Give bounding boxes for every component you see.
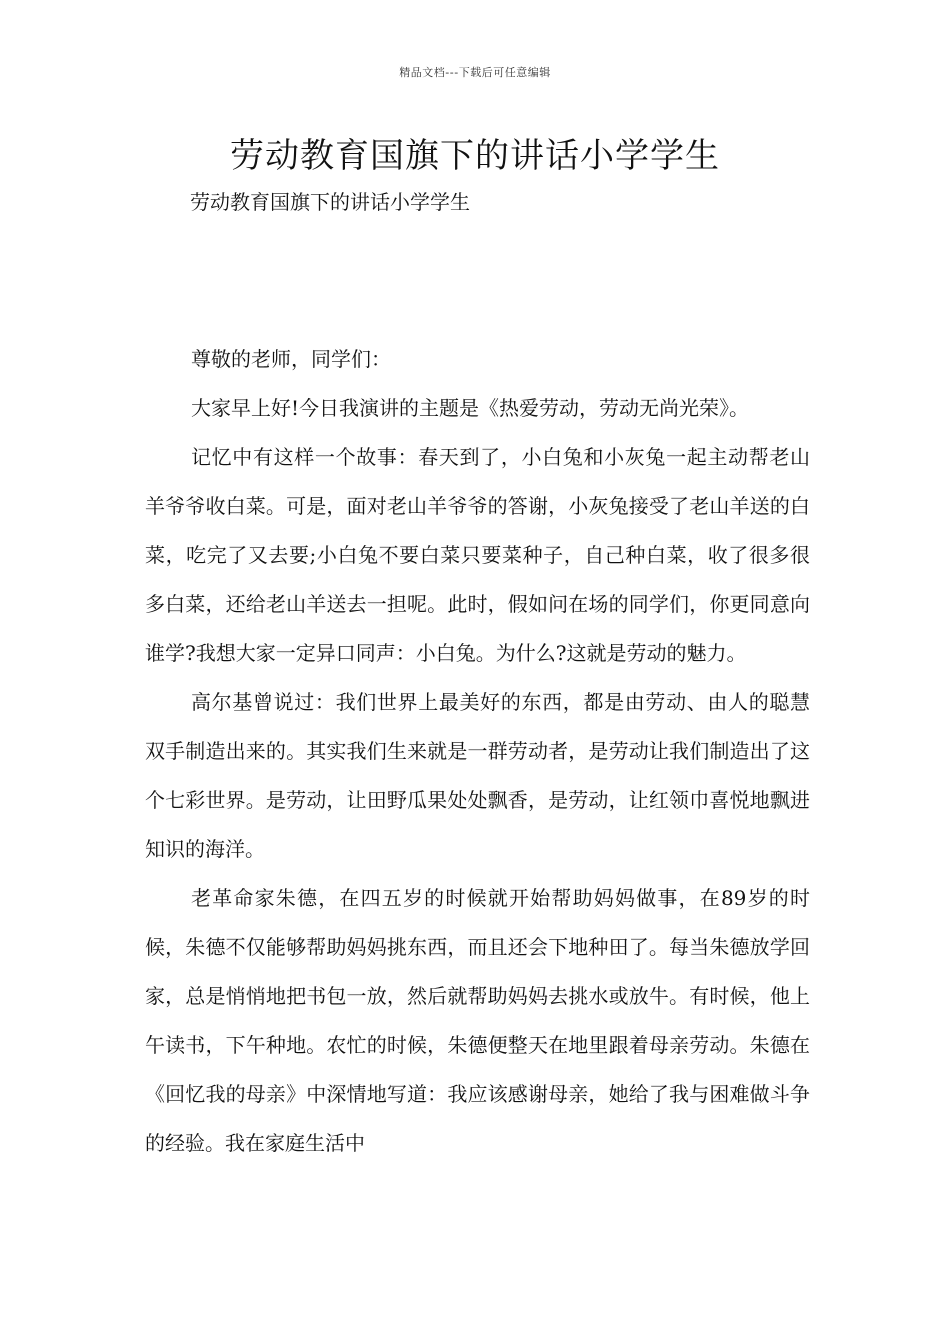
paragraph-zhu-de: 老革命家朱德，在四五岁的时候就开始帮助妈妈做事，在89岁的时候，朱德不仅能够帮助妈妈挑东西，而且还会下地种田了。每当朱德放学回家，总是悄悄地把书包一放，然后就帮助妈妈去挑水或放牛。有时候，他上午读书，下午种地。农忙的时候，朱德便整天在地里跟着母亲劳动。朱德在《回忆我的母亲》中深情地写道：我应该感谢母亲，她给了我与困难做斗争的经验。我在家庭生活中 — [145, 886, 810, 1155]
document-subtitle: 劳动教育国旗下的讲话小学学生 — [190, 190, 470, 214]
document-title: 劳动教育国旗下的讲话小学学生 — [230, 136, 720, 176]
paragraph-greeting: 尊敬的老师，同学们： — [191, 347, 391, 371]
paragraph-rabbit-story: 记忆中有这样一个故事：春天到了，小白兔和小灰兔一起主动帮老山羊爷爷收白菜。可是，面对老山羊爷爷的答谢，小灰兔接受了老山羊送的白菜，吃完了又去要;小白兔不要白菜只要菜种子，自己种白菜，收了很多很多白菜，还给老山羊送去一担呢。此时，假如问在场的同学们，你更同意向谁学?我想大家一定异口同声：小白兔。为什么?这就是劳动的魅力。 — [145, 445, 810, 665]
header-note: 精品文档---下载后可任意编辑 — [399, 66, 551, 79]
paragraph-intro: 大家早上好!今日我演讲的主题是《热爱劳动，劳动无尚光荣》。 — [191, 396, 750, 420]
document-body — [145, 335, 810, 1168]
paragraph-gorky-quote: 高尔基曾说过：我们世界上最美好的东西，都是由劳动、由人的聪慧双手制造出来的。其实我们生来就是一群劳动者，是劳动让我们制造出了这个七彩世界。是劳动，让田野瓜果处处飘香，是劳动，让红领巾喜悦地飘进知识的海洋。 — [145, 690, 810, 861]
